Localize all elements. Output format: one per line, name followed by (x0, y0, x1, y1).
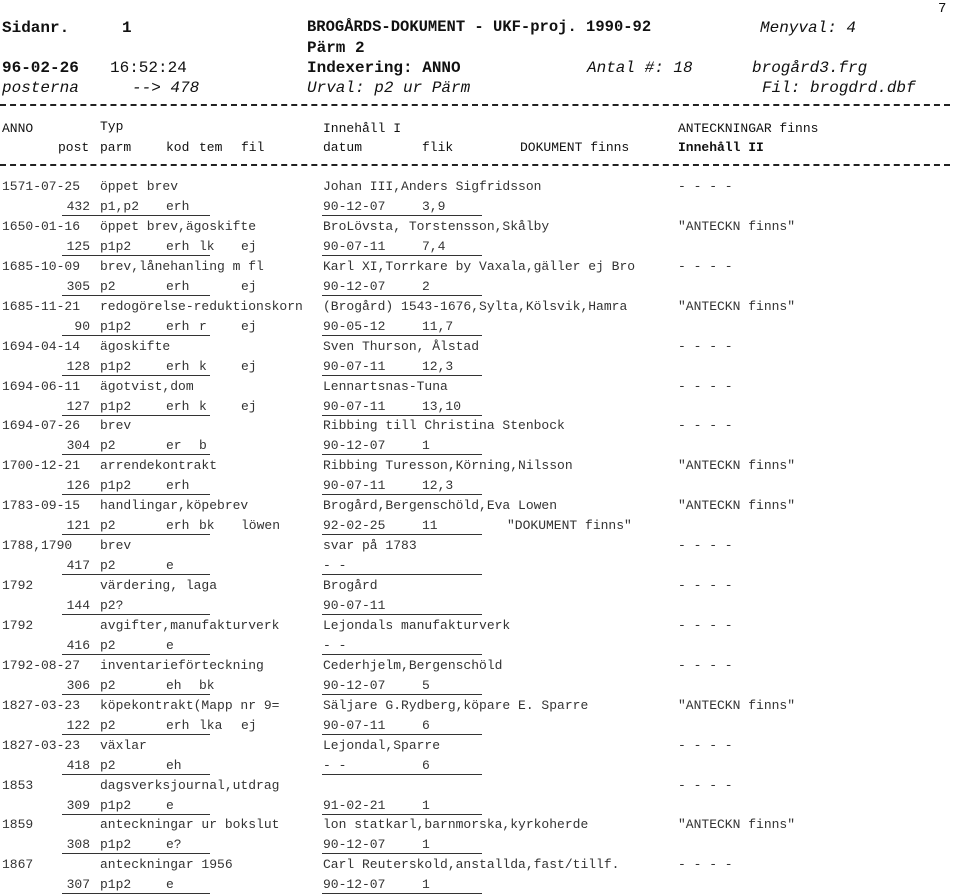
record-post: 121 (66, 518, 90, 533)
record-parm: p1p2 (100, 359, 132, 374)
record-parm: p2 (100, 678, 116, 693)
col-flik: flik (422, 140, 454, 155)
record-datum: - - (323, 558, 347, 573)
record-anteckningar: - - - - (678, 738, 733, 753)
record-parm: p2 (100, 558, 116, 573)
record-fil: ej (241, 399, 257, 414)
record-flik: 5 (422, 678, 430, 693)
record-anno: 1571-07-25 (2, 179, 81, 194)
record-innehall: Lennartsnas-Tuna (323, 379, 448, 394)
record-datum: 92-02-25 (323, 518, 386, 533)
field-underline (62, 853, 210, 854)
record-post: 416 (66, 638, 90, 653)
record-post: 304 (66, 438, 90, 453)
record-flik: 1 (422, 438, 430, 453)
record-innehall: Carl Reuterskold,anstallda,fast/tillf. (323, 857, 620, 872)
record-innehall: Johan III,Anders Sigfridsson (323, 179, 542, 194)
field-underline (62, 654, 210, 655)
record-datum: 90-05-12 (323, 319, 386, 334)
field-underline (322, 215, 482, 216)
field-underline (62, 454, 210, 455)
record-parm: p1p2 (100, 399, 132, 414)
record-anteckningar: - - - - (678, 418, 733, 433)
record-parm: p1p2 (100, 798, 132, 813)
record-innehall: (Brogård) 1543-1676,Sylta,Kölsvik,Hamra (323, 299, 628, 314)
record-innehall: Säljare G.Rydberg,köpare E. Sparre (323, 698, 589, 713)
record-post: 128 (66, 359, 90, 374)
field-underline (322, 534, 482, 535)
record-post: 125 (66, 239, 90, 254)
record-flik: 1 (422, 877, 430, 892)
field-underline (62, 574, 210, 575)
field-underline (322, 255, 482, 256)
field-underline (62, 375, 210, 376)
col-fil: fil (241, 140, 265, 155)
record-innehall: Karl XI,Torrkare by Vaxala,gäller ej Bro (323, 259, 636, 274)
record-datum: - - (323, 638, 347, 653)
page-number: 7 (938, 1, 947, 17)
record-typ: ägotvist,dom (100, 379, 194, 394)
record-parm: p1,p2 (100, 199, 140, 214)
menyval: Menyval: 4 (760, 19, 857, 37)
record-kod: e (166, 798, 174, 813)
field-underline (322, 494, 482, 495)
field-underline (62, 415, 210, 416)
field-underline (322, 375, 482, 376)
record-parm: p1p2 (100, 319, 132, 334)
database-file: Fil: brogdrd.dbf (762, 79, 916, 97)
record-flik: 12,3 (422, 359, 454, 374)
record-typ: brev,lånehanling m fl (100, 259, 264, 274)
record-kod: e? (166, 837, 182, 852)
record-tem: lk (199, 239, 215, 254)
record-flik: 2 (422, 279, 430, 294)
record-innehall: Brogård (323, 578, 378, 593)
record-typ: brev (100, 538, 132, 553)
record-kod: e (166, 638, 174, 653)
field-underline (62, 215, 210, 216)
record-anno: 1685-11-21 (2, 299, 81, 314)
record-flik: 11,7 (422, 319, 454, 334)
record-datum: 90-07-11 (323, 718, 386, 733)
field-underline (62, 774, 210, 775)
record-anteckningar: "ANTECKN finns" (678, 219, 796, 234)
record-tem: lka (199, 718, 223, 733)
record-flik: 13,10 (422, 399, 462, 414)
record-anteckningar: "ANTECKN finns" (678, 458, 796, 473)
field-underline (62, 734, 210, 735)
record-post: 307 (66, 877, 90, 892)
record-anno: 1827-03-23 (2, 698, 81, 713)
record-post: 144 (66, 598, 90, 613)
col-typ: Typ (100, 119, 124, 134)
record-anteckningar: - - - - (678, 778, 733, 793)
record-fil: ej (241, 359, 257, 374)
record-innehall: Lejondal,Sparre (323, 738, 441, 753)
record-anno: 1792 (2, 618, 34, 633)
record-fil: ej (241, 718, 257, 733)
record-anteckningar: - - - - (678, 259, 733, 274)
record-fil: ej (241, 239, 257, 254)
record-typ: växlar (100, 738, 147, 753)
record-datum: 90-07-11 (323, 598, 386, 613)
antal: Antal #: 18 (587, 59, 693, 77)
field-underline (322, 574, 482, 575)
record-anno: 1788,1790 (2, 538, 73, 553)
field-underline (322, 734, 482, 735)
record-typ: öppet brev,ägoskifte (100, 219, 257, 234)
record-innehall: Brogård,Bergenschöld,Eva Lowen (323, 498, 558, 513)
record-post: 122 (66, 718, 90, 733)
columns-rule (0, 164, 950, 166)
record-kod: e (166, 558, 174, 573)
col-parm: parm (100, 140, 132, 155)
print-time: 16:52:24 (110, 59, 187, 77)
record-post: 305 (66, 279, 90, 294)
record-innehall: Lejondals manufakturverk (323, 618, 511, 633)
record-flik: 11 (422, 518, 438, 533)
record-datum: 90-07-11 (323, 478, 386, 493)
field-underline (62, 694, 210, 695)
field-underline (322, 415, 482, 416)
field-underline (322, 614, 482, 615)
field-underline (322, 295, 482, 296)
record-anteckningar: "ANTECKN finns" (678, 817, 796, 832)
record-anno: 1792-08-27 (2, 658, 81, 673)
record-anteckningar: "ANTECKN finns" (678, 299, 796, 314)
col-tem: tem (199, 140, 223, 155)
col-kod: kod (166, 140, 190, 155)
col-anteckningar: ANTECKNINGAR finns (678, 121, 819, 136)
record-kod: erh (166, 718, 190, 733)
posterna-count: --> 478 (132, 79, 200, 97)
record-parm: p2 (100, 638, 116, 653)
record-tem: bk (199, 518, 215, 533)
record-flik: 12,3 (422, 478, 454, 493)
record-datum: 90-07-11 (323, 359, 386, 374)
field-underline (322, 814, 482, 815)
record-fil: ej (241, 279, 257, 294)
field-underline (322, 853, 482, 854)
record-parm: p2 (100, 718, 116, 733)
field-underline (62, 534, 210, 535)
record-parm: p2? (100, 598, 124, 613)
record-typ: handlingar,köpebrev (100, 498, 249, 513)
record-datum: 90-07-11 (323, 239, 386, 254)
print-date: 96-02-26 (2, 59, 79, 77)
col-innehall: Innehåll I (323, 121, 402, 136)
record-anno: 1694-04-14 (2, 339, 81, 354)
record-kod: erh (166, 518, 190, 533)
record-flik: 7,4 (422, 239, 446, 254)
record-post: 432 (66, 199, 90, 214)
record-typ: inventarieförteckning (100, 658, 264, 673)
record-innehall: Ribbing Turesson,Körning,Nilsson (323, 458, 573, 473)
field-underline (62, 494, 210, 495)
record-tem: bk (199, 678, 215, 693)
record-anteckningar: - - - - (678, 339, 733, 354)
field-underline (322, 774, 482, 775)
record-anno: 1694-07-26 (2, 418, 81, 433)
urval: Urval: p2 ur Pärm (307, 79, 471, 97)
record-parm: p1p2 (100, 877, 132, 892)
record-anno: 1827-03-23 (2, 738, 81, 753)
record-datum: 91-02-21 (323, 798, 386, 813)
field-underline (62, 255, 210, 256)
record-typ: redogörelse-reduktionskorn (100, 299, 303, 314)
record-anteckningar: "ANTECKN finns" (678, 498, 796, 513)
field-underline (322, 654, 482, 655)
record-typ: dagsverksjournal,utdrag (100, 778, 280, 793)
field-underline (62, 295, 210, 296)
record-post: 306 (66, 678, 90, 693)
record-datum: 90-12-07 (323, 438, 386, 453)
posterna-label: posterna (2, 79, 79, 97)
form-file: brogård3.frg (752, 59, 868, 77)
record-parm: p2 (100, 279, 116, 294)
record-innehall: Cederhjelm,Bergenschöld (323, 658, 503, 673)
record-typ: ägoskifte (100, 339, 171, 354)
record-anteckningar: - - - - (678, 179, 733, 194)
record-parm: p1p2 (100, 239, 132, 254)
record-datum: 90-12-07 (323, 279, 386, 294)
record-post: 309 (66, 798, 90, 813)
record-parm: p2 (100, 438, 116, 453)
record-kod: erh (166, 359, 190, 374)
record-post: 417 (66, 558, 90, 573)
record-anteckningar: - - - - (678, 379, 733, 394)
record-innehall: Ribbing till Christina Stenbock (323, 418, 565, 433)
record-flik: 6 (422, 718, 430, 733)
record-post: 418 (66, 758, 90, 773)
record-kod: er (166, 438, 182, 453)
record-anno: 1685-10-09 (2, 259, 81, 274)
record-anno: 1867 (2, 857, 34, 872)
record-typ: köpekontrakt(Mapp nr 9= (100, 698, 280, 713)
record-post: 127 (66, 399, 90, 414)
record-anno: 1783-09-15 (2, 498, 81, 513)
record-tem: k (199, 399, 207, 414)
record-tem: b (199, 438, 207, 453)
col-post: post (58, 140, 90, 155)
record-fil: löwen (241, 518, 281, 533)
record-anno: 1853 (2, 778, 34, 793)
record-typ: öppet brev (100, 179, 179, 194)
record-anno: 1792 (2, 578, 34, 593)
record-datum: - - (323, 758, 347, 773)
document-title: BROGÅRDS-DOKUMENT - UKF-proj. 1990-92 (307, 18, 652, 36)
record-parm: p1p2 (100, 837, 132, 852)
record-typ: arrendekontrakt (100, 458, 218, 473)
record-innehall: lon statkarl,barnmorska,kyrkoherde (323, 817, 589, 832)
record-dokument: "DOKUMENT finns" (507, 518, 632, 533)
record-typ: värdering, laga (100, 578, 218, 593)
record-kod: eh (166, 678, 182, 693)
record-anno: 1700-12-21 (2, 458, 81, 473)
record-parm: p2 (100, 758, 116, 773)
record-anteckningar: "ANTECKN finns" (678, 698, 796, 713)
record-datum: 90-12-07 (323, 837, 386, 852)
field-underline (62, 335, 210, 336)
record-fil: ej (241, 319, 257, 334)
record-anno: 1650-01-16 (2, 219, 81, 234)
col-datum: datum (323, 140, 363, 155)
record-datum: 90-12-07 (323, 678, 386, 693)
record-innehall: BroLövsta, Torstensson,Skålby (323, 219, 550, 234)
record-anteckningar: - - - - (678, 538, 733, 553)
field-underline (322, 694, 482, 695)
record-flik: 6 (422, 758, 430, 773)
record-parm: p2 (100, 518, 116, 533)
record-kod: erh (166, 239, 190, 254)
record-parm: p1p2 (100, 478, 132, 493)
record-anteckningar: - - - - (678, 658, 733, 673)
record-kod: eh (166, 758, 182, 773)
record-kod: erh (166, 399, 190, 414)
record-flik: 1 (422, 837, 430, 852)
parm-title: Pärm 2 (307, 39, 365, 57)
col-innehall-ii: Innehåll II (678, 140, 764, 155)
field-underline (62, 614, 210, 615)
record-tem: k (199, 359, 207, 374)
record-post: 308 (66, 837, 90, 852)
record-kod: erh (166, 279, 190, 294)
record-typ: anteckningar 1956 (100, 857, 233, 872)
record-typ: anteckningar ur bokslut (100, 817, 280, 832)
record-datum: 90-07-11 (323, 399, 386, 414)
field-underline (62, 814, 210, 815)
field-underline (322, 454, 482, 455)
record-tem: r (199, 319, 207, 334)
record-anno: 1859 (2, 817, 34, 832)
record-datum: 90-12-07 (323, 199, 386, 214)
field-underline (322, 335, 482, 336)
record-kod: e (166, 877, 174, 892)
record-post: 90 (74, 319, 90, 334)
col-dokument: DOKUMENT finns (520, 140, 630, 155)
col-anno: ANNO (2, 121, 34, 136)
indexering: Indexering: ANNO (307, 59, 461, 77)
record-anno: 1694-06-11 (2, 379, 81, 394)
record-kod: erh (166, 319, 190, 334)
record-anteckningar: - - - - (678, 618, 733, 633)
header-rule (0, 104, 950, 106)
record-datum: 90-12-07 (323, 877, 386, 892)
record-typ: avgifter,manufakturverk (100, 618, 280, 633)
sidanr-value: 1 (122, 19, 132, 37)
record-typ: brev (100, 418, 132, 433)
record-kod: erh (166, 478, 190, 493)
record-anteckningar: - - - - (678, 578, 733, 593)
record-flik: 1 (422, 798, 430, 813)
sidanr-label: Sidanr. (2, 19, 70, 37)
record-innehall: Sven Thurson, Ålstad (323, 339, 480, 354)
record-anteckningar: - - - - (678, 857, 733, 872)
record-post: 126 (66, 478, 90, 493)
record-flik: 3,9 (422, 199, 446, 214)
record-kod: erh (166, 199, 190, 214)
record-innehall: svar på 1783 (323, 538, 417, 553)
